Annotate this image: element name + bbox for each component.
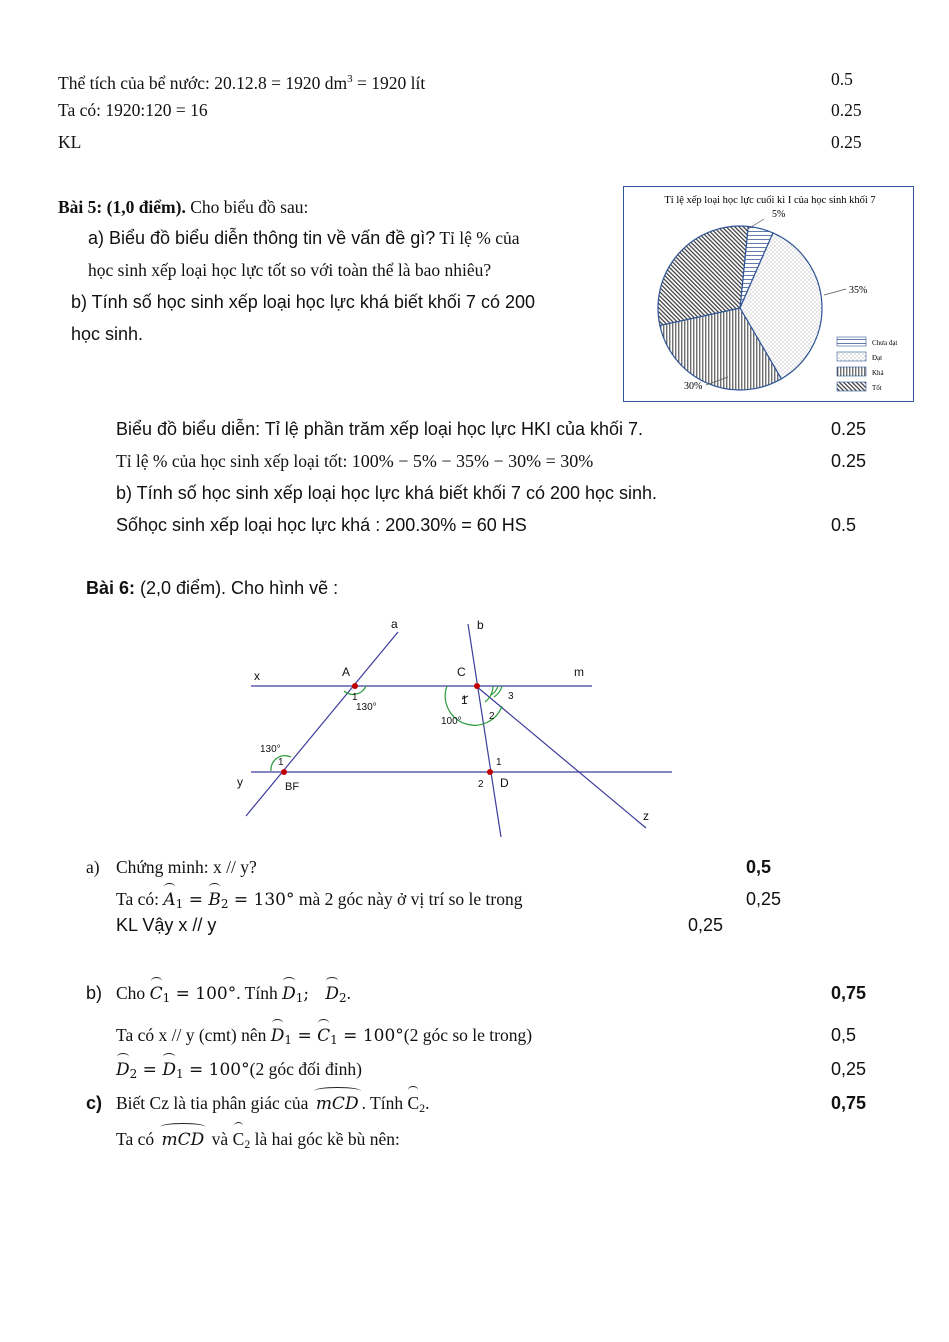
kl-score: 0.25 xyxy=(831,132,862,152)
bai5-question-b-line2: học sinh. xyxy=(71,324,144,344)
bai5-answer-4-score: 0.5 xyxy=(831,515,857,535)
pie-legend xyxy=(837,337,897,392)
part-b-score: 0,75 xyxy=(831,983,867,1003)
pie-legend-swatch-1 xyxy=(837,337,866,346)
pie-data-label-2: 35% xyxy=(849,285,868,296)
division-line: Ta có: 1920:120 = 16 xyxy=(58,100,208,120)
part-b-line2-score: 0,25 xyxy=(831,1059,867,1079)
part-c-score: 0,75 xyxy=(831,1093,867,1113)
label-D: D xyxy=(500,776,509,790)
line-a xyxy=(246,632,398,816)
label-a: a xyxy=(391,617,398,631)
pie-data-label-1: 5% xyxy=(772,209,786,220)
pie-chart-svg xyxy=(624,187,915,403)
bai5-answer-3: b) Tính số học sinh xếp loại học lực khá biết khối 7 có 200 học sinh. xyxy=(116,483,658,503)
part-a-line2: KL Vậy x // y xyxy=(116,915,217,935)
pie-legend-swatch-3 xyxy=(837,367,866,376)
geometry-svg xyxy=(228,612,688,842)
label-x: x xyxy=(254,669,260,683)
point-B xyxy=(281,769,287,775)
label-C: C xyxy=(457,665,466,679)
geometry-figure xyxy=(228,612,688,847)
label-C3: 3 xyxy=(508,691,514,702)
part-a-line1: Ta có: $A_1 = B_2 = 130^\circ$ mà 2 góc này ở vị trí so le trong xyxy=(116,889,523,911)
bai5-question-a-line2: học sinh xếp loại học lực tốt so với toàn thể là bao nhiêu? xyxy=(88,260,492,280)
volume-line: Thể tích của bể nước: 20.12.8 = 1920 $dm^3 = 1920$ lít xyxy=(58,73,426,93)
bai5-question-b: b) Tính số học sinh xếp loại học lực khá biết khối 7 có 200 xyxy=(71,292,535,312)
part-c-label: c) xyxy=(86,1093,103,1113)
part-b-line2: $D_2 = D_1 = 100^\circ(2$ góc đối đỉnh) xyxy=(116,1059,362,1081)
pie-slices xyxy=(658,226,822,390)
bai5-question-a: a) Biểu đồ biểu diễn thông tin về vấn đề gì? Tỉ lệ % của xyxy=(88,228,520,248)
part-c-line1: Ta có mCD và $C_2$ là hai góc kề bù nên: xyxy=(116,1129,400,1151)
division-score: 0.25 xyxy=(831,100,862,120)
label-b: b xyxy=(477,618,484,632)
part-b-question: Cho $C_1 = 100^\circ$. Tính $D_1$; $D_2$. xyxy=(116,983,351,1005)
label-y: y xyxy=(237,775,243,789)
pie-legend-swatch-4 xyxy=(837,382,866,391)
part-b-line1-score: 0,5 xyxy=(831,1025,857,1045)
label-D1: 1 xyxy=(496,757,502,768)
point-C xyxy=(474,683,480,689)
bai5-answer-4: Sốhọc sinh xếp loại học lực khá : 200.30% = 60 HS xyxy=(116,515,527,535)
label-BF: BF xyxy=(285,781,300,793)
label-A1: 1 xyxy=(352,692,358,703)
pie-legend-label-2: Đạt xyxy=(872,354,883,362)
point-A xyxy=(352,683,358,689)
part-a-line1-score: 0,25 xyxy=(746,889,782,909)
bai5-answer-1-score: 0.25 xyxy=(831,419,867,439)
label-130-B: 130° xyxy=(260,744,281,755)
part-a-label: a) xyxy=(86,857,100,877)
kl-line: KL xyxy=(58,132,82,152)
part-a-score: 0,5 xyxy=(746,857,772,877)
pie-legend-label-4: Tốt xyxy=(872,384,882,392)
bai5-answer-2-score: 0.25 xyxy=(831,451,867,471)
pie-legend-label-3: Khá xyxy=(872,369,884,377)
volume-score: 0.5 xyxy=(831,69,853,89)
pie-leader-line-2 xyxy=(824,289,846,295)
bai5-answer-1: Biểu đồ biểu diễn: Tỉ lệ phần trăm xếp loại học lực HKI của khối 7. xyxy=(116,419,644,439)
line-b xyxy=(468,624,501,837)
label-C2: 2 xyxy=(489,711,495,722)
part-a-question: Chứng minh: x // y? xyxy=(116,857,257,877)
label-m: m xyxy=(574,665,584,679)
label-B1: 1 xyxy=(278,757,284,768)
label-100-C: 100° xyxy=(441,716,462,727)
label-A: A xyxy=(342,665,351,679)
part-a-line2-score: 0,25 xyxy=(688,915,724,935)
pie-chart xyxy=(623,186,914,402)
part-b-label: b) xyxy=(86,983,103,1003)
part-b-line1: Ta có x // y (cmt) nên $D_1 = C_1 = 100^\circ(2$ góc so le trong) xyxy=(116,1025,533,1047)
pie-data-label-3: 30% xyxy=(684,381,703,392)
label-z: z xyxy=(643,809,649,823)
label-C1: 1 xyxy=(461,693,468,707)
pie-legend-swatch-2 xyxy=(837,352,866,361)
bai5-heading: Bài 5: (1,0 điểm). Cho biểu đồ sau: xyxy=(58,197,309,217)
pie-title: Tỉ lệ xếp loại học lực cuối kì I của học sinh khối 7 xyxy=(664,195,876,206)
label-D2: 2 xyxy=(478,779,484,790)
label-130-A: 130° xyxy=(356,702,377,713)
bai6-heading: Bài 6: (2,0 điểm). Cho hình vẽ : xyxy=(86,578,339,598)
bai5-answer-2: Tỉ lệ % của học sinh xếp loại tốt: 100% − 5% − 35% − 30% = 30% xyxy=(116,451,594,471)
pie-legend-label-1: Chưa đạt xyxy=(872,339,898,347)
point-D xyxy=(487,769,493,775)
part-c-question: Biết Cz là tia phân giác của mCD . Tính $C_2$. xyxy=(116,1093,430,1115)
